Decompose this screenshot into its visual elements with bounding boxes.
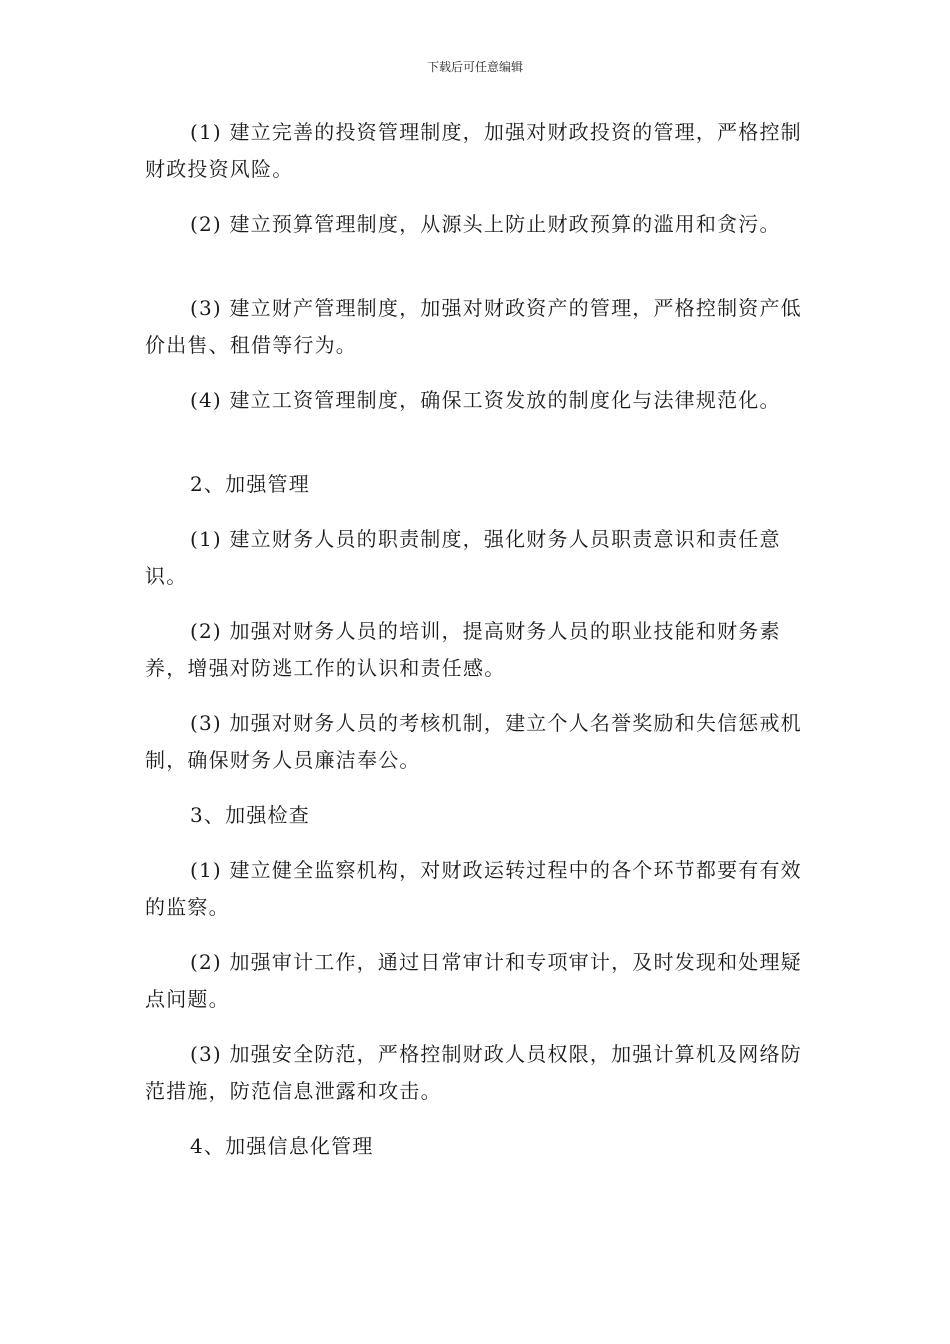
spacer [145, 243, 805, 290]
section-heading: 4、加强信息化管理 [190, 1134, 374, 1158]
spacer [145, 779, 805, 797]
spacer [145, 595, 805, 613]
paragraph: (2) 建立预算管理制度，从源头上防止财政预算的滥用和贪污。 [190, 212, 781, 236]
spacer [145, 1110, 805, 1128]
paragraph: (3) 加强对财务人员的考核机制，建立个人名誉奖励和失信惩戒机制，确保财务人员廉洁奉公。 [145, 711, 802, 772]
spacer [145, 419, 805, 466]
paragraph: (4) 建立工资管理制度，确保工资发放的制度化与法律规范化。 [190, 388, 781, 412]
spacer [145, 926, 805, 944]
paragraph: (3) 加强安全防范，严格控制财政人员权限，加强计算机及网络防范措施，防范信息泄露和攻击。 [145, 1042, 802, 1103]
paragraph: (1) 建立健全监察机构，对财政运转过程中的各个环节都要有有效的监察。 [145, 858, 802, 919]
paragraph: (2) 加强审计工作，通过日常审计和专项审计，及时发现和处理疑点问题。 [145, 950, 802, 1011]
spacer [145, 687, 805, 705]
section-heading: 3、加强检查 [190, 803, 310, 827]
spacer [145, 364, 805, 382]
document-body [145, 114, 805, 1165]
paragraph: (2) 加强对财务人员的培训，提高财务人员的职业技能和财务素养，增强对防逃工作的认识和责任感。 [145, 619, 781, 680]
page-header-note: 下载后可任意编辑 [426, 60, 523, 74]
spacer [145, 503, 805, 521]
paragraph: (1) 建立完善的投资管理制度，加强对财政投资的管理，严格控制财政投资风险。 [145, 120, 802, 181]
spacer [145, 1018, 805, 1036]
spacer [145, 834, 805, 852]
section-heading: 2、加强管理 [190, 472, 310, 496]
paragraph: (1) 建立财务人员的职责制度，强化财务人员职责意识和责任意识。 [145, 527, 781, 588]
spacer [145, 188, 805, 206]
paragraph: (3) 建立财产管理制度，加强对财政资产的管理，严格控制资产低价出售、租借等行为。 [145, 296, 802, 357]
